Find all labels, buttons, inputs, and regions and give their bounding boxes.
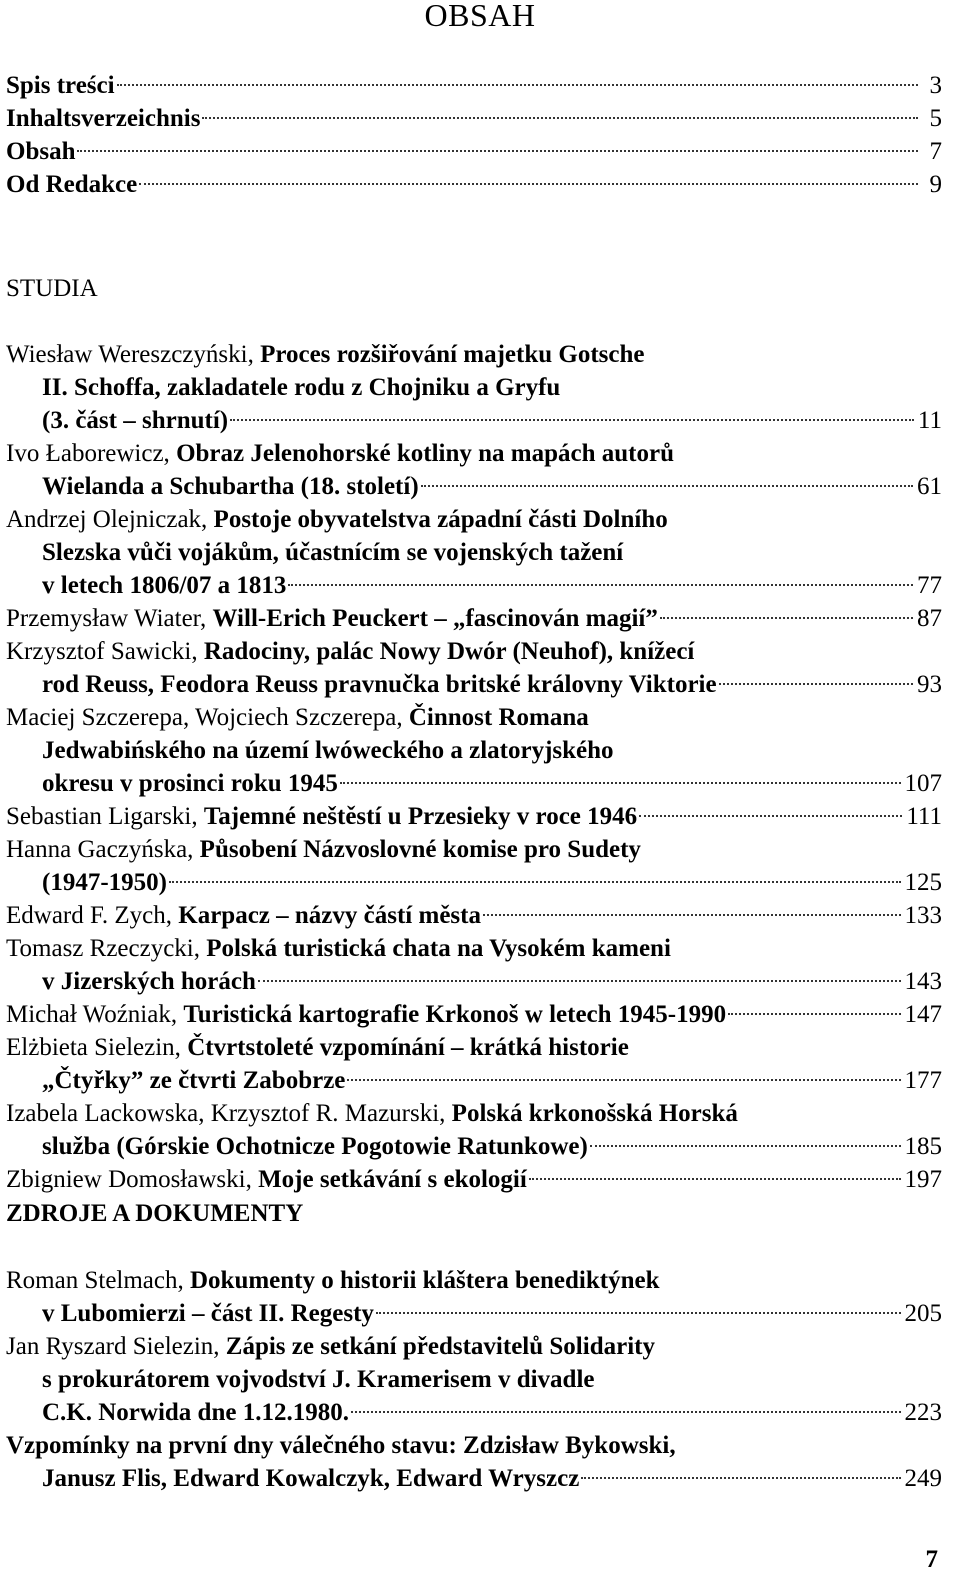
toc-entry-page: 185 xyxy=(904,1133,942,1160)
toc-entry-title: Polská krkonošská Horská xyxy=(451,1100,738,1127)
toc-entry-title: Působení Názvoslovné komise pro Sudety xyxy=(199,836,641,863)
toc-entry-line[interactable] xyxy=(6,602,942,635)
toc-entry-title: Tajemné neštěstí u Przesieky v roce 1946 xyxy=(203,803,638,830)
toc-entry-title: (3. část – shrnutí) xyxy=(42,407,229,434)
toc-entry-line[interactable] xyxy=(6,437,942,470)
toc-entry-line[interactable] xyxy=(6,668,942,701)
toc-entry-title: Od Redakce xyxy=(6,171,138,198)
leader-dots xyxy=(169,881,901,883)
toc-entry-line[interactable] xyxy=(6,1130,942,1163)
toc-entry-page: 125 xyxy=(904,869,942,896)
toc-entry-line[interactable] xyxy=(6,1064,942,1097)
leader-dots xyxy=(340,782,901,784)
toc-entry-line[interactable] xyxy=(6,1264,942,1297)
toc-entry-title: Turistická kartografie Krkonoš w letech 1945-1990 xyxy=(183,1001,727,1028)
toc-entry-title: (1947-1950) xyxy=(42,869,167,896)
leader-dots xyxy=(529,1178,901,1180)
toc-entry-author: Izabela Lackowska, Krzysztof R. Mazurski, xyxy=(6,1100,452,1127)
toc-entry-title: v Lubomierzi – část II. Regesty xyxy=(42,1300,374,1327)
toc-entry-line[interactable] xyxy=(6,1097,942,1130)
toc-entry-page: 133 xyxy=(904,902,942,929)
toc-entry-page: 87 xyxy=(917,605,942,632)
toc-entry-title: C.K. Norwida dne 1.12.1980. xyxy=(42,1399,349,1426)
leader-dots xyxy=(719,683,913,685)
toc-entry-line[interactable] xyxy=(6,932,942,965)
toc-entry-page: 197 xyxy=(904,1166,942,1193)
toc-entry-title: Spis treści xyxy=(6,72,115,99)
toc-entry-title: „Čtyřky” ze čtvrti Zabobrze xyxy=(42,1067,346,1094)
leader-dots xyxy=(347,1079,900,1081)
toc-entry-page: 177 xyxy=(904,1067,942,1094)
toc-entry-page: 223 xyxy=(904,1399,942,1426)
toc-entry[interactable] xyxy=(6,102,942,135)
toc-entry-line[interactable] xyxy=(6,404,942,437)
leader-dots xyxy=(581,1477,900,1479)
toc-entry-author: Przemysław Wiater, xyxy=(6,605,213,632)
toc-entry-page: 9 xyxy=(929,171,942,198)
section-heading-studia: STUDIA xyxy=(6,275,98,302)
toc-entry-line[interactable] xyxy=(6,470,942,503)
leader-dots xyxy=(421,485,913,487)
leader-dots xyxy=(288,584,913,586)
toc-entry-title: Jedwabińského na území lwóweckého a zlatoryjského xyxy=(42,737,614,764)
toc-entry-line[interactable] xyxy=(6,1330,942,1363)
toc-entry-author: Elżbieta Sielezin, xyxy=(6,1034,188,1061)
page-number: 7 xyxy=(925,1546,938,1573)
toc-entry-title: s prokurátorem vojvodství J. Kramerisem v divadle xyxy=(42,1366,595,1393)
leader-dots xyxy=(483,914,901,916)
toc-entry-line[interactable] xyxy=(6,998,942,1031)
leader-dots xyxy=(728,1013,900,1015)
toc-entry-line[interactable] xyxy=(6,833,942,866)
toc-entry-page: 11 xyxy=(917,407,942,434)
leader-dots xyxy=(258,980,901,982)
toc-entry-author: Ivo Łaborewicz, xyxy=(6,440,177,467)
studia-list xyxy=(6,338,942,1196)
leader-dots xyxy=(660,617,913,619)
toc-entry-line[interactable] xyxy=(6,734,942,767)
toc-entry-page: 93 xyxy=(917,671,942,698)
toc-entry-title: Vzpomínky na první dny válečného stavu: Zdzisław Bykowski, xyxy=(6,1432,676,1459)
leader-dots xyxy=(117,84,918,86)
toc-entry-title: Will-Erich Peuckert – „fascinován magií” xyxy=(212,605,658,632)
toc-entry-line[interactable] xyxy=(6,767,942,800)
toc-entry-line[interactable] xyxy=(6,800,942,833)
toc-entry-title: okresu v prosinci roku 1945 xyxy=(42,770,338,797)
page-title: OBSAH xyxy=(424,0,536,33)
toc-entry-title: v Jizerských horách xyxy=(42,968,256,995)
toc-entry-title: Činnost Romana xyxy=(408,704,589,731)
toc-entry-author: Edward F. Zych, xyxy=(6,902,179,929)
toc-entry-line[interactable] xyxy=(6,1297,942,1330)
toc-entry-page: 147 xyxy=(904,1001,942,1028)
toc-entry-title: Obraz Jelenohorské kotliny na mapách autorů xyxy=(176,440,675,467)
toc-entry-author: Roman Stelmach, xyxy=(6,1267,190,1294)
toc-entry-title: Dokumenty o historii kláštera benediktýnek xyxy=(190,1267,660,1294)
toc-entry-line[interactable] xyxy=(6,635,942,668)
toc-entry-line[interactable] xyxy=(6,701,942,734)
toc-entry-page: 77 xyxy=(917,572,942,599)
toc-entry-title: v letech 1806/07 a 1813 xyxy=(42,572,287,599)
toc-entry-title: Karpacz – názvy částí města xyxy=(178,902,481,929)
toc-entry-line[interactable] xyxy=(6,1429,942,1462)
toc-entry-author: Wiesław Wereszczyński, xyxy=(6,341,261,368)
toc-entry[interactable] xyxy=(6,69,942,102)
leader-dots xyxy=(230,419,914,421)
toc-entry-page: 111 xyxy=(906,803,942,830)
toc-entry-title: Radociny, palác Nowy Dwór (Neuhof), knížecí xyxy=(203,638,695,665)
leader-dots xyxy=(639,815,902,817)
toc-entry-title: Wielanda a Schubartha (18. století) xyxy=(42,473,419,500)
leader-dots xyxy=(202,117,918,119)
toc-entry-title: Postoje obyvatelstva západní části Dolního xyxy=(213,506,668,533)
toc-entry-line[interactable] xyxy=(6,371,942,404)
toc-entry-title: služba (Górskie Ochotnicze Pogotowie Ratunkowe) xyxy=(42,1133,588,1160)
leader-dots xyxy=(77,150,918,152)
toc-entry-author: Andrzej Olejniczak, xyxy=(6,506,214,533)
toc-entry-title: II. Schoffa, zakladatele rodu z Chojniku a Gryfu xyxy=(42,374,561,401)
toc-entry[interactable] xyxy=(6,135,942,168)
toc-entry-line[interactable] xyxy=(6,569,942,602)
toc-entry-page: 143 xyxy=(904,968,942,995)
toc-entry-title: Janusz Flis, Edward Kowalczyk, Edward Wryszcz xyxy=(42,1465,580,1492)
toc-entry-line[interactable] xyxy=(6,1396,942,1429)
toc-entry-title: Proces rozšiřování majetku Gotsche xyxy=(260,341,645,368)
leader-dots xyxy=(590,1145,901,1147)
toc-entry[interactable] xyxy=(6,168,942,201)
toc-entry-line[interactable] xyxy=(6,965,942,998)
toc-entry-author: Jan Ryszard Sielezin, xyxy=(6,1333,226,1360)
toc-entry-page: 3 xyxy=(929,72,942,99)
toc-entry-line[interactable] xyxy=(6,1163,942,1196)
toc-entry-page: 7 xyxy=(929,138,942,165)
toc-entry-title: Inhaltsverzeichnis xyxy=(6,105,201,132)
toc-entry-title: Moje setkávání s ekologií xyxy=(258,1166,527,1193)
toc-entry-author: Michał Woźniak, xyxy=(6,1001,184,1028)
leader-dots xyxy=(139,183,918,185)
zdroje-list xyxy=(6,1264,942,1495)
toc-entry-line[interactable] xyxy=(6,536,942,569)
toc-entry-title: Slezska vůči vojákům, účastnícím se vojenských tažení xyxy=(42,539,624,566)
toc-entry-title: Polská turistická chata na Vysokém kameni xyxy=(206,935,671,962)
leader-dots xyxy=(376,1312,901,1314)
toc-entry-author: Tomasz Rzeczycki, xyxy=(6,935,207,962)
toc-entry-author: Zbigniew Domosławski, xyxy=(6,1166,259,1193)
toc-entry-title: rod Reuss, Feodora Reuss pravnučka britské královny Viktorie xyxy=(42,671,717,698)
toc-entry-line[interactable] xyxy=(6,503,942,536)
toc-entry-line[interactable] xyxy=(6,1363,942,1396)
toc-entry-author: Maciej Szczerepa, Wojciech Szczerepa, xyxy=(6,704,409,731)
toc-entry-page: 61 xyxy=(917,473,942,500)
toc-entry-line[interactable] xyxy=(6,338,942,371)
toc-entry-page: 107 xyxy=(904,770,942,797)
toc-entry-page: 205 xyxy=(904,1300,942,1327)
toc-entry-line[interactable] xyxy=(6,899,942,932)
toc-entry-page: 249 xyxy=(904,1465,942,1492)
toc-entry-line[interactable] xyxy=(6,866,942,899)
toc-entry-line[interactable] xyxy=(6,1462,942,1495)
toc-entry-author: Krzysztof Sawicki, xyxy=(6,638,204,665)
toc-entry-title: Čtvrtstoleté vzpomínání – krátká historie xyxy=(187,1034,629,1061)
front-matter-list xyxy=(6,69,942,201)
toc-entry-line[interactable] xyxy=(6,1031,942,1064)
toc-entry-author: Sebastian Ligarski, xyxy=(6,803,204,830)
toc-entry-title: Zápis ze setkání představitelů Solidarity xyxy=(225,1333,655,1360)
toc-entry-page: 5 xyxy=(929,105,942,132)
section-heading-zdroje: ZDROJE A DOKUMENTY xyxy=(6,1200,304,1227)
toc-entry-author: Hanna Gaczyńska, xyxy=(6,836,200,863)
toc-entry-title: Obsah xyxy=(6,138,76,165)
leader-dots xyxy=(351,1411,901,1413)
